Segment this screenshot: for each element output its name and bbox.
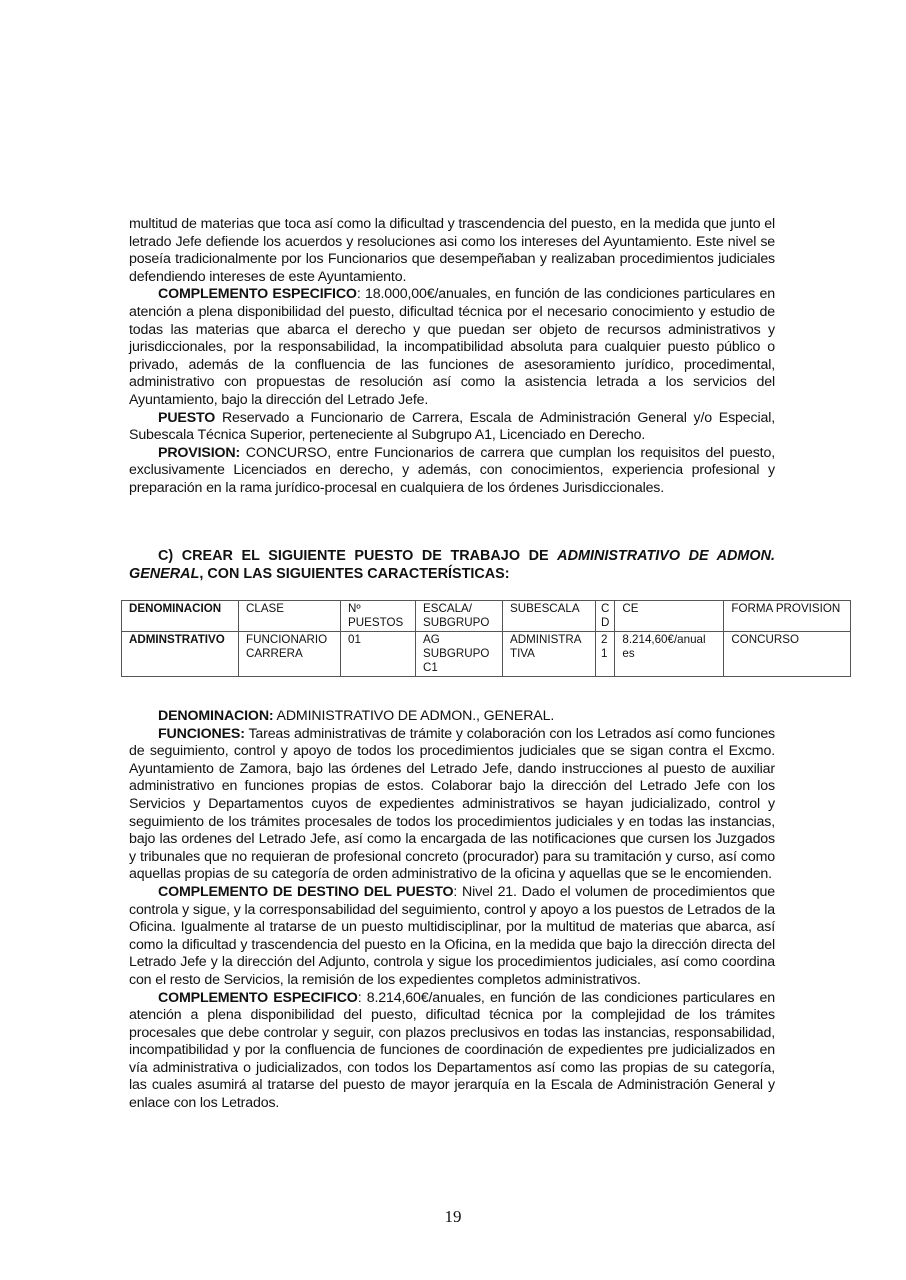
table-cell: CONCURSO	[724, 632, 851, 677]
table-row	[122, 632, 851, 677]
continued-paragraph: multitud de materias que toca así como la dificultad y trascendencia del puesto, en la medida que junto el letrado Jefe defiende los acuerdos y resoluciones asi como los intereses del Ayuntamiento. Este nivel se poseía tradicionalmente por los Funcionarios que desempeñaban y realizaban procedimientos judiciales defendiendo intereses de este Ayuntamiento.	[129, 216, 775, 285]
funciones-paragraph	[129, 726, 775, 884]
table-header-cell: SUBESCALA	[503, 601, 596, 632]
heading-suffix: , CON LAS SIGUIENTES CARACTERÍSTICAS:	[199, 566, 510, 582]
funciones-text: Tareas administrativas de trámite y colaboración con los Letrados así como funciones de seguimiento, control y apoyo de todos los procedimientos judiciales que se sigan contra el Excmo. Ayuntamiento de Zamora, bajo las órdenes del Letrado Jefe, dando instrucciones al puesto de auxiliar administrativo en funciones propias de estos. Colaborar bajo la dirección del Letrado Jefe con los Servicios y Departamentos cuyos de expedientes administrativos se hayan judicializado, control y seguimiento de los trámites procesales de todos los procedimientos judiciales y en todas las instancias, bajo las ordenes del Letrado Jefe, así como la encargada de las notificaciones que cursen los Juzgados y tribunales que no requieran de profesional concreto (procurador) para su tramitación y curso, así como aquellas propias de su categoría de orden administrativo de la oficina y aquellas que se le encomienden.	[129, 725, 775, 883]
funciones-label: FUNCIONES:	[158, 725, 245, 742]
heading-italic: ADMINISTRATIVO DE ADMON. GENERAL	[129, 548, 775, 582]
complemento-destino-label: COMPLEMENTO DE DESTINO DEL PUESTO	[158, 883, 454, 900]
provision-paragraph	[129, 445, 775, 498]
puesto-paragraph	[129, 410, 775, 445]
complemento-especifico-label: COMPLEMENTO ESPECIFICO	[158, 286, 357, 303]
table-cell: ADMINSTRATIVO	[122, 632, 239, 677]
section-c-heading	[129, 547, 775, 583]
table-cell: FUNCIONARIO CARRERA	[239, 632, 341, 677]
section-b-tail	[129, 216, 775, 498]
table-cell: ADMINISTRA TIVA	[503, 632, 596, 677]
table-header-cell: ESCALA/ SUBGRUPO	[416, 601, 503, 632]
complemento-especifico-text: : 18.000,00€/anuales, en función de las condiciones particulares en atención a plena disponibilidad del puesto, dificultad técnica por el necesario conocimiento y estudio de todas las materias que abarca el derecho y que puedan ser objeto de recursos administrativos y jurisdiccionales, por la responsabilidad, la incompatibilidad absoluta para cualquier puesto público o privado, además de la confluencia de las funciones de asesoramiento jurídico, procedimental, administrativo con propuestas de resolución así como la asistencia letrada a los servicios del Ayuntamiento, bajo la dirección del Letrado Jefe.	[129, 286, 775, 408]
table-header-cell: DENOMINACION	[122, 601, 239, 632]
table-header-cell: CLASE	[239, 601, 341, 632]
table-cell: 01	[341, 632, 416, 677]
complemento-especifico-paragraph	[129, 990, 775, 1113]
table-header-row	[122, 601, 851, 632]
table-cell: 2 1	[596, 632, 615, 677]
puesto-label: PUESTO	[158, 409, 216, 426]
table-header-cell: CE	[615, 601, 724, 632]
table-header-cell: C D	[596, 601, 615, 632]
denominacion-label: DENOMINACION:	[158, 708, 274, 724]
puesto-text: Reservado a Funcionario de Carrera, Escala de Administración General y/o Especial, Subescala Técnica Superior, perteneciente al Subgrupo A1, Licenciado en Derecho.	[129, 409, 775, 444]
provision-text: CONCURSO, entre Funcionarios de carrera que cumplan los requisitos del puesto, exclusivamente Licenciados en derecho, y además, con conocimientos, experiencia profesional y preparación en la rama jurídico-procesal en cualquiera de los órdenes Jurisdiccionales.	[129, 444, 775, 496]
section-c-body	[129, 708, 775, 1113]
page-number: 19	[444, 1207, 462, 1226]
denominacion-paragraph	[129, 708, 775, 726]
complemento-destino-text: : Nivel 21. Dado el volumen de procedimientos que controla y sigue, y la corresponsabilidad del seguimiento, control y apoyo a los puestos de Letrados de la Oficina. Igualmente al tratarse de un puesto multidisciplinar, por la multitud de materias que abarca, así como la dificultad y trascendencia del puesto en la Oficina, en la medida que bajo la dirección directa del Letrado Jefe y la dirección del Adjunto, controla y sigue los procedimientos judiciales, así como coordina con el resto de Servicios, la remisión de los expedientes completos administrativos.	[129, 883, 775, 988]
complemento-especifico-paragraph	[129, 286, 775, 409]
complemento-destino-paragraph	[129, 884, 775, 990]
provision-label: PROVISION:	[158, 444, 241, 461]
table-cell: AG SUBGRUPO C1	[416, 632, 503, 677]
table-cell: 8.214,60€/anual es	[615, 632, 724, 677]
complemento-especifico-text: : 8.214,60€/anuales, en función de las condiciones particulares en atención a plena disponibilidad del puesto, dificultad técnica por la complejidad de los trámites procesales que debe controlar y seguir, con plazos preclusivos en todas las instancias, responsabilidad, incompatibilidad y por la confluencia de funciones de coordinación de expedientes pre judicializados en vía administrativa o judicializados, con todos los Departamentos así como las propias de su categoría, las cuales asumirá al tratarse del puesto de mayor jerarquía en la Escala de Administración General y enlace con los Letrados.	[129, 989, 775, 1112]
heading-prefix: C) CREAR EL SIGUIENTE PUESTO DE TRABAJO DE	[158, 548, 558, 564]
table-header-cell: Nº PUESTOS	[341, 601, 416, 632]
table-header-cell: FORMA PROVISION	[724, 601, 851, 632]
position-table	[121, 600, 851, 677]
denominacion-text: ADMINISTRATIVO DE ADMON., GENERAL.	[273, 708, 555, 724]
complemento-especifico-label: COMPLEMENTO ESPECIFICO	[158, 989, 358, 1006]
